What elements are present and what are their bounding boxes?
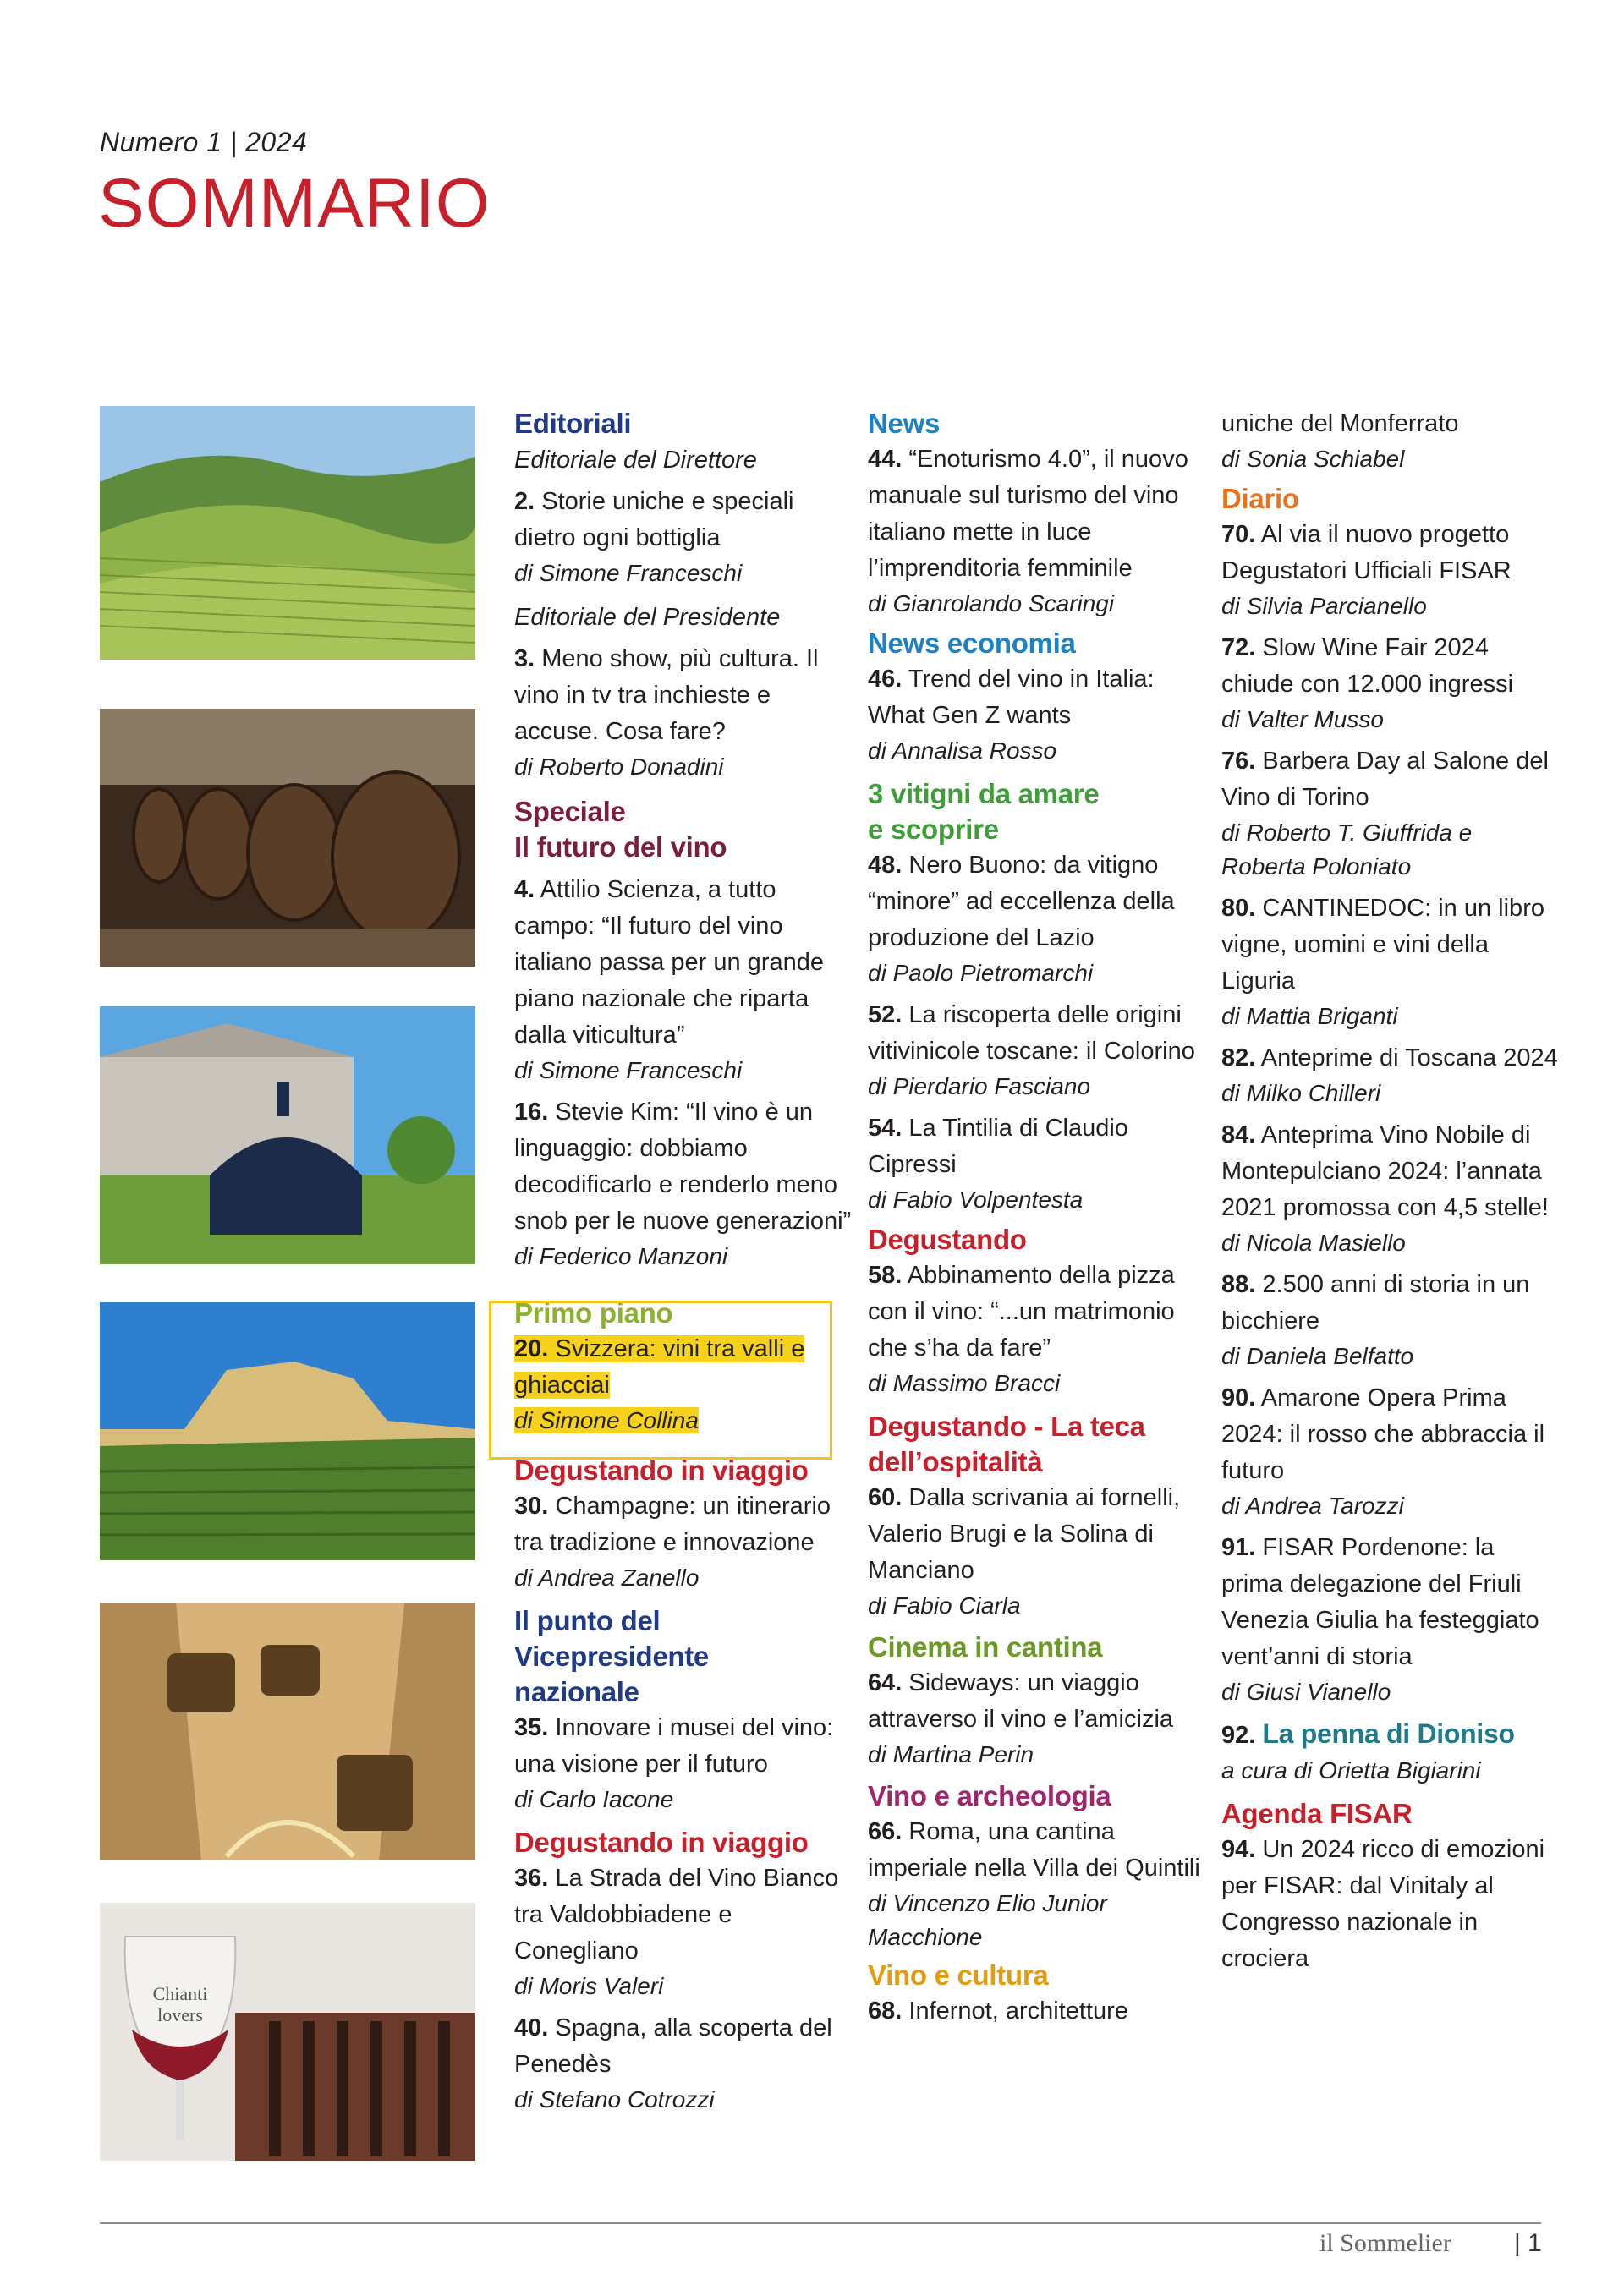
- toc-entry-72[interactable]: 72. Slow Wine Fair 2024 chiude con 12.000 ingressi: [1221, 634, 1514, 698]
- section-cinema-in-cantina: Cinema in cantina: [868, 1631, 1103, 1663]
- author: di Fabio Volpentesta: [868, 1186, 1084, 1213]
- author: di Pierdario Fasciano: [868, 1073, 1091, 1099]
- wine-barrels-cellar-image: [100, 709, 475, 967]
- toc-entry-52[interactable]: 52. La riscoperta delle origini vitivinicole toscane: il Colorino: [868, 1001, 1195, 1065]
- section-news-economia: News economia: [868, 627, 1076, 659]
- section-vino-archeologia: Vino e archeologia: [868, 1780, 1111, 1811]
- toc-entry-58[interactable]: 58. Abbinamento della pizza con il vino: “...un matrimonio che s’ha da fare”: [868, 1262, 1175, 1362]
- author: di Giusi Vianello: [1221, 1679, 1391, 1705]
- section-editoriali: Editoriali: [514, 408, 632, 439]
- toc-entry-48[interactable]: 48. Nero Buono: da vitigno “minore” ad eccellenza della produzione del Lazio: [868, 852, 1175, 951]
- author: di Andrea Zanello: [514, 1564, 700, 1591]
- primo-piano-highlight-box: [489, 1301, 832, 1460]
- subsection-direttore: Editoriale del Direttore: [514, 447, 757, 474]
- author: di Moris Valeri: [514, 1973, 664, 1999]
- author: di Martina Perin: [868, 1741, 1034, 1767]
- author: di Annalisa Rosso: [868, 737, 1057, 764]
- author: di Valter Musso: [1221, 706, 1384, 732]
- toc-entry-80[interactable]: 80. CANTINEDOC: in un libro vigne, uomini e vini della Liguria: [1221, 895, 1544, 995]
- author: di Paolo Pietromarchi: [868, 960, 1094, 986]
- section-degustando-in-viaggio-2: Degustando in viaggio: [514, 1827, 809, 1858]
- toc-column-3: [1221, 406, 1560, 1977]
- section-diario: Diario: [1221, 483, 1299, 514]
- section-speciale: Speciale Il futuro del vino: [514, 796, 727, 863]
- toc-entry-64[interactable]: 64. Sideways: un viaggio attraverso il vino e l’amicizia: [868, 1669, 1174, 1733]
- author: di Carlo Iacone: [514, 1786, 674, 1812]
- author: di Simone Franceschi: [514, 1057, 743, 1083]
- page-title: SOMMARIO: [98, 165, 491, 242]
- footer-divider: [100, 2222, 1541, 2224]
- author: di Massimo Bracci: [868, 1370, 1061, 1396]
- author: di Mattia Briganti: [1221, 1003, 1398, 1029]
- author: di Fabio Ciarla: [868, 1592, 1021, 1619]
- toc-entry-16[interactable]: 16. Stevie Kim: “Il vino è un linguaggio: dobbiamo decodificarlo e renderlo meno snob per le nuove generazioni”: [514, 1099, 852, 1235]
- toc-entry-70[interactable]: 70. Al via il nuovo progetto Degustatori Ufficiali FISAR: [1221, 521, 1512, 584]
- toc-entry-3[interactable]: 3. Meno show, più cultura. Il vino in tv tra inchieste e accuse. Cosa fare?: [514, 645, 819, 745]
- cave-bottles-image: [100, 1603, 475, 1860]
- author: di Gianrolando Scaringi: [868, 590, 1115, 616]
- section-agenda-fisar: Agenda FISAR: [1221, 1798, 1413, 1829]
- toc-entry-44[interactable]: 44. “Enoturismo 4.0”, il nuovo manuale sul turismo del vino italiano mette in luce l’imprenditoria femminile: [868, 446, 1188, 582]
- section-degustando: Degustando: [868, 1224, 1027, 1255]
- toc-entry-54[interactable]: 54. La Tintilia di Claudio Cipressi: [868, 1115, 1128, 1178]
- toc-entry-82[interactable]: 82. Anteprime di Toscana 2024: [1221, 1044, 1558, 1071]
- toc-entry-68-continued: uniche del Monferrato: [1221, 410, 1459, 437]
- issue-label: Numero 1 | 2024: [100, 127, 308, 157]
- author: a cura di Orietta Bigiarini: [1221, 1757, 1481, 1784]
- author: di Daniela Belfatto: [1221, 1343, 1414, 1369]
- author: di Silvia Parcianello: [1221, 593, 1427, 619]
- svg-text:lovers: lovers: [157, 2004, 203, 2025]
- toc-entry-88[interactable]: 88. 2.500 anni di storia in un bicchiere: [1221, 1271, 1530, 1334]
- cliffs-vineyard-image: [100, 1302, 475, 1560]
- toc-entry-46[interactable]: 46. Trend del vino in Italia: What Gen Z wants: [868, 666, 1155, 729]
- chianti-glass-image: [100, 1903, 475, 2161]
- author: di Roberto T. Giuffrida e Roberta Poloniato: [1221, 819, 1473, 879]
- section-punto-vicepresidente: Il punto del Vicepresidente nazionale: [514, 1605, 709, 1707]
- toc-entry-66[interactable]: 66. Roma, una cantina imperiale nella Villa dei Quintili: [868, 1818, 1200, 1882]
- section-primo-piano: Primo piano: [514, 1297, 673, 1329]
- toc-entry-20[interactable]: 20. Svizzera: vini tra valli e ghiacciai: [514, 1335, 805, 1399]
- toc-entry-35[interactable]: 35. Innovare i musei del vino: una visione per il futuro: [514, 1714, 834, 1778]
- author: di Sonia Schiabel: [1221, 446, 1405, 472]
- toc-entry-2[interactable]: 2. Storie uniche e speciali dietro ogni bottiglia: [514, 488, 794, 551]
- toc-entry-60[interactable]: 60. Dalla scrivania ai fornelli, Valerio Brugi e la Solina di Manciano: [868, 1484, 1181, 1584]
- toc-entry-76[interactable]: 76. Barbera Day al Salone del Vino di Torino: [1221, 748, 1549, 811]
- toc-entry-68[interactable]: 68. Infernot, architetture: [868, 1997, 1128, 2025]
- author: di Federico Manzoni: [514, 1243, 728, 1269]
- subsection-presidente: Editoriale del Presidente: [514, 604, 781, 631]
- page-number: | 1: [1514, 2229, 1542, 2257]
- toc-column-1: [514, 406, 853, 2117]
- toc-entry-40[interactable]: 40. Spagna, alla scoperta del Penedès: [514, 2014, 832, 2078]
- section-news: News: [868, 408, 941, 439]
- vineyard-hills-image: [100, 406, 475, 660]
- author: di Stefano Cotrozzi: [514, 2086, 715, 2112]
- author: di Andrea Tarozzi: [1221, 1493, 1404, 1519]
- toc-entry-91[interactable]: 91. FISAR Pordenone: la prima delegazione del Friuli Venezia Giulia ha festeggiato vent’anni di storia: [1221, 1534, 1539, 1670]
- author: di Nicola Masiello: [1221, 1230, 1406, 1256]
- author: di Milko Chilleri: [1221, 1080, 1381, 1106]
- section-vino-cultura: Vino e cultura: [868, 1959, 1049, 1991]
- toc-entry-30[interactable]: 30. Champagne: un itinerario tra tradizione e innovazione: [514, 1493, 831, 1556]
- toc-entry-94[interactable]: 94. Un 2024 ricco di emozioni per FISAR: dal Vinitaly al Congresso nazionale in crociera: [1221, 1836, 1545, 1972]
- footer-brand: il Sommelier: [1320, 2229, 1451, 2257]
- section-teca-ospitalita: Degustando - La teca dell’ospitalità: [868, 1411, 1145, 1477]
- toc-entry-4[interactable]: 4. Attilio Scienza, a tutto campo: “Il futuro del vino italiano passa per un grande piano nazionale che riparta dalla viticultura”: [514, 876, 824, 1049]
- author: di Roberto Donadini: [514, 753, 724, 780]
- author: di Simone Franceschi: [514, 560, 743, 586]
- toc-entry-36[interactable]: 36. La Strada del Vino Bianco tra Valdobbiadene e Conegliano: [514, 1865, 839, 1964]
- toc-entry-84[interactable]: 84. Anteprima Vino Nobile di Montepulciano 2024: l’annata 2021 promossa con 4,5 stelle!: [1221, 1121, 1549, 1221]
- toc-column-2: [868, 406, 1206, 2030]
- toc-entry-92[interactable]: 92. La penna di Dioniso: [1221, 1718, 1515, 1749]
- section-3-vitigni: 3 vitigni da amare e scoprire: [868, 778, 1100, 845]
- author: di Simone Collina: [514, 1407, 699, 1433]
- wine-press-champagne-image: [100, 1006, 475, 1264]
- toc-entry-90[interactable]: 90. Amarone Opera Prima 2024: il rosso che abbraccia il futuro: [1221, 1384, 1545, 1484]
- author: di Vincenzo Elio Junior Macchione: [868, 1890, 1107, 1950]
- section-degustando-in-viaggio: Degustando in viaggio: [514, 1455, 809, 1486]
- svg-text:Chianti: Chianti: [152, 1983, 208, 2004]
